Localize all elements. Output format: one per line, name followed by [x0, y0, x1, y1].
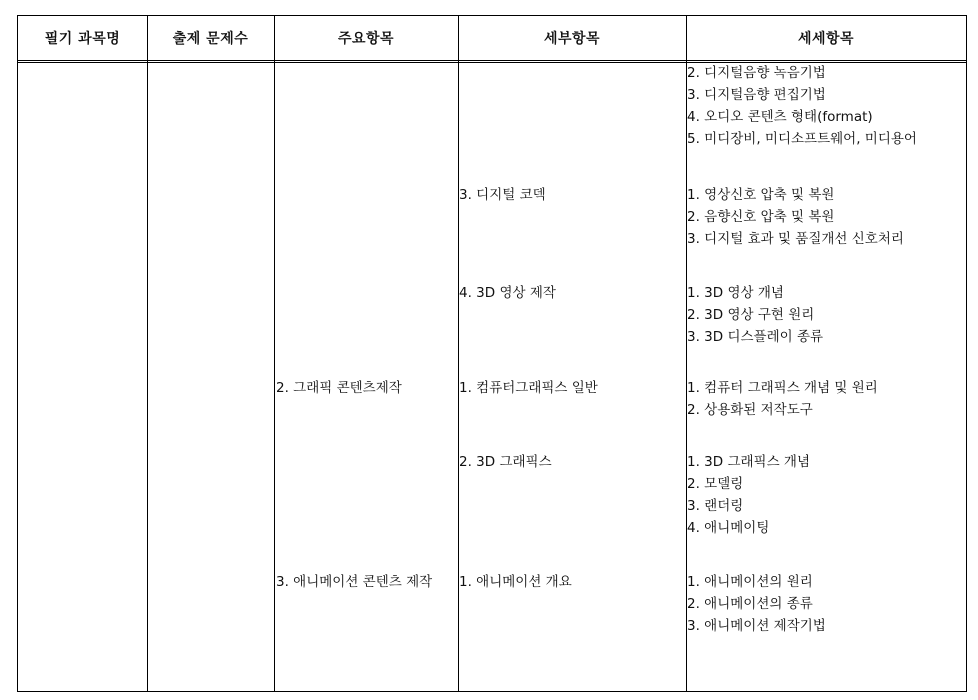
header-detail-item: 세세항목 — [797, 31, 855, 47]
header-sub-item: 세부항목 — [543, 31, 601, 47]
detail-line: 2. 애니메이션의 종류 — [687, 596, 813, 612]
detail-line: 2. 3D 영상 구현 원리 — [687, 307, 815, 323]
sub-item: 2. 3D 그래픽스 — [459, 454, 552, 470]
detail-line: 1. 3D 그래픽스 개념 — [687, 454, 810, 470]
detail-list — [687, 282, 823, 348]
detail-line: 2. 음향신호 압축 및 복원 — [687, 209, 835, 225]
sub-item: 1. 애니메이션 개요 — [459, 574, 572, 590]
detail-line: 2. 디지털음향 녹음기법 — [687, 65, 826, 81]
header-main-item: 주요항목 — [337, 31, 395, 47]
column-divider — [147, 16, 148, 691]
syllabus-table — [17, 15, 967, 692]
column-divider — [274, 16, 275, 691]
main-item: 3. 애니메이션 콘텐츠 제작 — [276, 574, 433, 590]
detail-line: 4. 오디오 콘텐츠 형태(format) — [687, 109, 873, 125]
detail-line: 2. 상용화된 저작도구 — [687, 402, 813, 418]
main-item: 2. 그래픽 콘텐츠제작 — [276, 380, 402, 396]
detail-list — [687, 451, 810, 539]
detail-line: 1. 3D 영상 개념 — [687, 285, 784, 301]
detail-line: 2. 모델링 — [687, 476, 744, 492]
sub-item: 4. 3D 영상 제작 — [459, 285, 556, 301]
detail-line: 1. 영상신호 압축 및 복원 — [687, 187, 835, 203]
sub-item: 1. 컴퓨터그래픽스 일반 — [459, 380, 598, 396]
detail-list — [687, 571, 826, 637]
detail-line: 5. 미디장비, 미디소프트웨어, 미디용어 — [687, 131, 917, 147]
header-question-count: 출제 문제수 — [172, 31, 249, 47]
detail-line: 3. 랜더링 — [687, 498, 744, 514]
detail-list — [687, 62, 917, 150]
detail-line: 3. 디지털음향 편집기법 — [687, 87, 826, 103]
detail-line: 3. 디지털 효과 및 품질개선 신호처리 — [687, 231, 904, 247]
detail-line: 1. 애니메이션의 원리 — [687, 574, 813, 590]
detail-line: 4. 애니메이팅 — [687, 520, 770, 536]
detail-line: 3. 애니메이션 제작기법 — [687, 618, 826, 634]
detail-line: 1. 컴퓨터 그래픽스 개념 및 원리 — [687, 380, 878, 396]
detail-line: 3. 3D 디스플레이 종류 — [687, 329, 824, 345]
detail-list — [687, 184, 904, 250]
detail-list — [687, 377, 878, 421]
header-subject-name: 필기 과목명 — [44, 31, 121, 47]
sub-item: 3. 디지털 코덱 — [459, 187, 546, 203]
